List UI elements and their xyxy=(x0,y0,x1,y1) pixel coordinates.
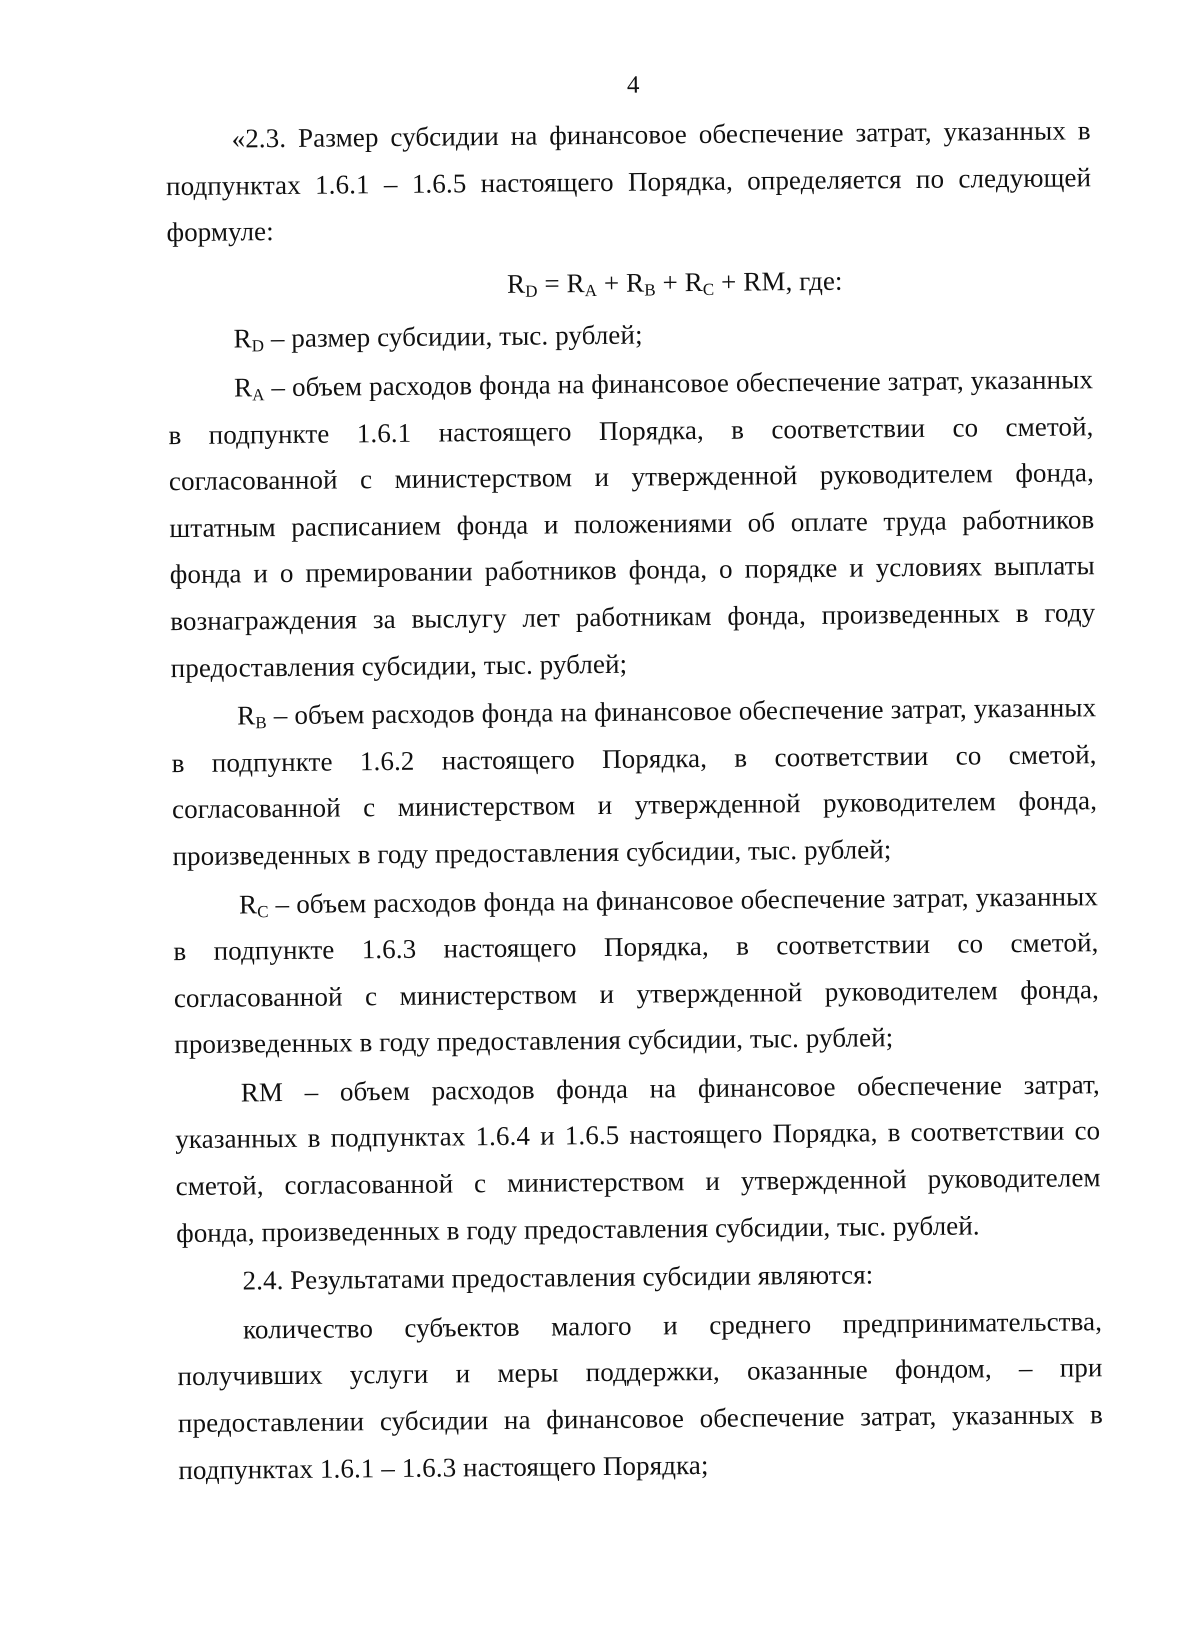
rb-letter: R xyxy=(237,700,256,731)
rm-text: – объем расходов фонда на финансовое обеспечение затрат, указанных в подпунктах 1.6.4 и 1.6.5 настоящего Порядка, в соответствии со сметой, согласованной с министерством и утвержденной руководителем фонда, произведенных в году предоставления субсидии, тыс. рублей. xyxy=(175,1069,1101,1248)
result-item: количество субъектов малого и среднего предпринимательства, получивших услуги и меры поддержки, оказанные фондом, – при предоставлении субсидии на финансовое обеспечение затрат, указанных в подпунктах 1.6.1 – 1.6.3 настоящего Порядка; xyxy=(177,1306,1104,1485)
rd-text: – размер субсидии, тыс. рублей; xyxy=(263,319,643,354)
subsidy-formula xyxy=(167,255,1092,310)
formula-rm: RM xyxy=(743,265,786,297)
rm-symbol: RM xyxy=(240,1076,284,1108)
rd-sub: D xyxy=(251,336,265,356)
ra-sub: A xyxy=(252,385,265,405)
definition-ra xyxy=(168,356,1096,691)
rc-letter: R xyxy=(238,888,258,919)
formula-rd-letter: R xyxy=(506,268,526,299)
ra-letter: R xyxy=(233,372,253,403)
formula-rc xyxy=(685,267,715,297)
rb-symbol xyxy=(237,700,267,733)
ra-text: – объем расходов фонда на финансовое обеспечение затрат, указанных в подпункте 1.6.1 настоящего Порядка, в соответствии со сметой, согласованной с министерством и утвержденной руководителем фонда, штатным расписанием фонда и положениями об оплате труда работников фонда и о премировании работников фонда, о порядке и условиях выплаты вознаграждения за выслугу лет работникам фонда, произведенных в году предоставления субсидии, тыс. рублей; xyxy=(168,364,1096,683)
formula-rd-sub: D xyxy=(525,281,538,301)
definition-rm xyxy=(175,1061,1102,1256)
page-number: 4 xyxy=(626,71,640,99)
formula-ra-letter: R xyxy=(566,267,585,299)
definition-rd xyxy=(167,308,1092,363)
rc-sub: C xyxy=(257,901,269,921)
formula-plus: + xyxy=(714,266,744,297)
rd-letter: R xyxy=(233,323,252,354)
ra-symbol xyxy=(233,372,265,405)
formula-rc-sub: C xyxy=(702,279,715,299)
paragraph-2-3: «2.3. Размер субсидии на финансовое обеспечение затрат, указанных в подпунктах 1.6.1 – 1.6.5 настоящего Порядка, определяется по следующей формуле: xyxy=(165,115,1092,248)
rc-text: – объем расходов фонда на финансовое обеспечение затрат, указанных в подпункте 1.6.3 настоящего Порядка, в соответствии со сметой, согласованной с министерством и утвержденной руководителем фонда, произведенных в году предоставления субсидии, тыс. рублей; xyxy=(173,880,1099,1060)
rb-text: – объем расходов фонда на финансовое обеспечение затрат, указанных в подпункте 1.6.2 настоящего Порядка, в соответствии со сметой, согласованной с министерством и утвержденной руководителем фонда, произведенных в году предоставления субсидии, тыс. рублей; xyxy=(171,692,1098,872)
formula-ra xyxy=(566,268,597,298)
rd-symbol xyxy=(233,324,264,354)
paragraph-2-4: 2.4. Результатами предоставления субсидии являются: xyxy=(242,1259,874,1296)
formula-rb xyxy=(625,267,656,300)
formula-tail: , где: xyxy=(785,265,843,296)
formula-rb-letter: R xyxy=(625,267,645,298)
definition-rc xyxy=(173,873,1100,1068)
formula-rc-letter: R xyxy=(684,266,703,297)
formula-rd xyxy=(506,268,538,301)
formula-ra-sub: A xyxy=(584,280,598,300)
formula-equals: = xyxy=(537,268,567,299)
formula-plus: + xyxy=(655,266,685,298)
rb-sub: B xyxy=(255,713,267,733)
rc-symbol xyxy=(239,889,269,919)
document-body xyxy=(165,107,1103,1493)
formula-plus: + xyxy=(596,267,627,298)
formula-rb-sub: B xyxy=(644,280,656,300)
definition-rb xyxy=(171,684,1098,879)
